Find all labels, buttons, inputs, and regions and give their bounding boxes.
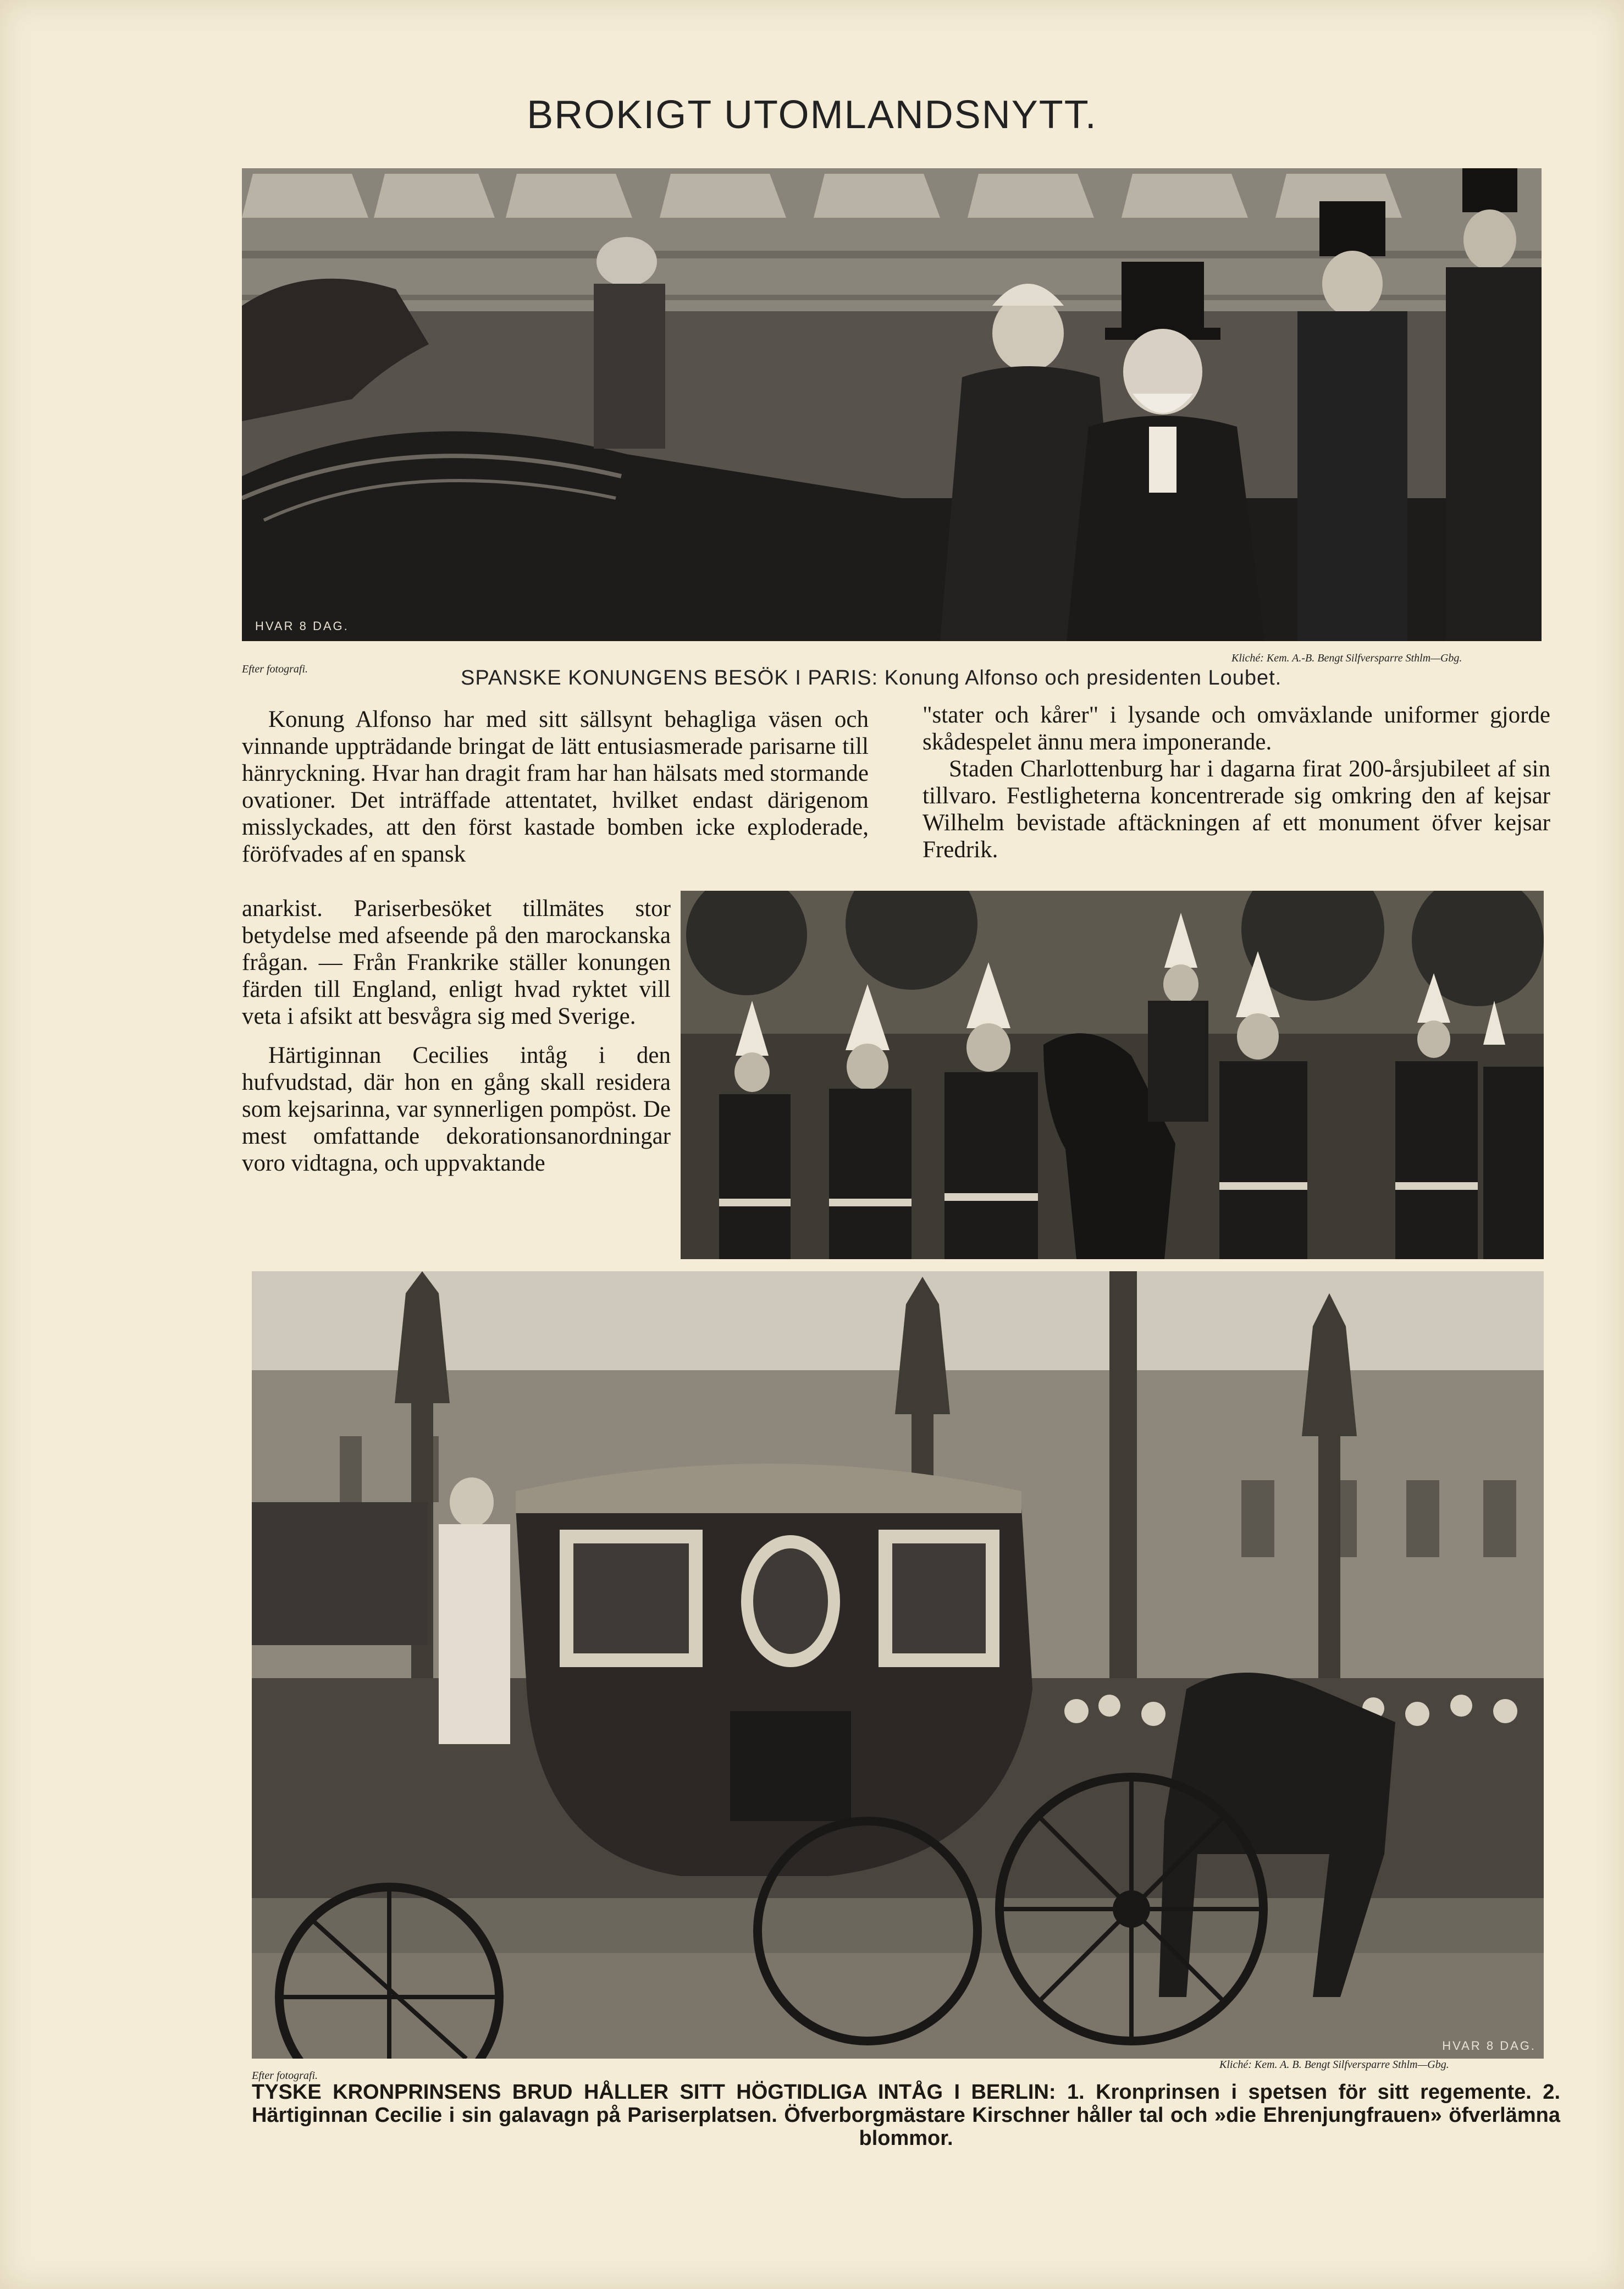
article-paragraph-stater: "stater och kårer" i lysande och omväxlande uniformer gjorde skådespelet ännu mera imponerande. — [923, 702, 1550, 755]
bottom-caption: TYSKE KRONPRINSENS BRUD HÅLLER SITT HÖGTIDLIGA INTÅG I BERLIN: 1. Kronprinsen i spetsen för sitt regemente. 2. Härtiginnan Cecilie i sin galavagn på Pariserplatsen. Öfverborgmästare Kirschner håller tal och »die Ehrenjungfrauen» öfverlämna blommor. — [252, 2081, 1560, 2150]
page-title: BROKIGT UTOMLANDSNYTT. — [527, 93, 1097, 137]
article-paragraph-alfonso: Konung Alfonso har med sitt sällsynt behagliga väsen och vinnande uppträdande bringat de lätt entusiasmerade parisarne till hänryckning. Hvar han dragit fram har han hälsats med stormande ovationer. Det inträffade attentatet, hvilket endast därigenom misslyckades, att den först kastade bomben icke exploderade, föröfvades af en spansk — [242, 707, 869, 867]
photo-crown-prince-regiment — [681, 891, 1544, 1259]
photo1-caption — [461, 666, 1281, 690]
photo3-watermark: HVAR 8 DAG. — [1442, 2039, 1536, 2053]
photo-king-alfonso-and-loubet — [242, 168, 1542, 641]
photo-regiment-illustration — [681, 891, 1544, 1259]
photo-cecilie-gala-carriage — [252, 1271, 1544, 2059]
article-paragraph-charlottenburg: Staden Charlottenburg har i dagarna firat 200-årsjubileet af sin tillvaro. Festligheterna koncentrerade sig omkring den af kejsar Wilhelm bevistade aftäckningen af ett monument öfver kejsar Fredrik. — [923, 756, 1550, 863]
photo1-watermark: HVAR 8 DAG. — [255, 619, 349, 633]
article-right-column — [923, 702, 1550, 863]
photo1-credit-left: Efter fotografi. — [242, 663, 308, 675]
photo3-credit-right: Kliché: Kem. A. B. Bengt Silfversparre Sthlm—Gbg. — [1219, 2059, 1449, 2071]
article-paragraph-cecilie: Härtiginnan Cecilies intåg i den hufvudstad, där hon en gång skall residera som kejsarinna, var synnerligen pompöst. De mest omfattande dekorationsanordningar voro vidtagna, och uppvaktande — [242, 1043, 671, 1176]
photo1-caption-lead: SPANSKE KONUNGENS BESÖK I PARIS: — [461, 666, 879, 690]
article-left-column-bottom — [242, 895, 671, 1177]
photo-carriage-illustration — [252, 1271, 1544, 2059]
photo3-credit-left: Efter fotografi. — [252, 2070, 318, 2082]
photo1-credit-right: Kliché: Kem. A.-B. Bengt Silfversparre Sthlm—Gbg. — [1231, 652, 1462, 664]
photo1-caption-rest: Konung Alfonso och presidenten Loubet. — [884, 666, 1282, 690]
article-paragraph-alfonso-continued: anarkist. Pariserbesöket tillmätes stor betydelse med afseende på den marockanska frågan. — Från Frankrike ställer konungen färden till England, enligt hvad ryktet vill veta i afsikt att besvågra sig med Sverige. — [242, 896, 671, 1029]
article-left-column-top — [242, 706, 869, 868]
photo-king-alfonso-illustration — [242, 168, 1542, 641]
